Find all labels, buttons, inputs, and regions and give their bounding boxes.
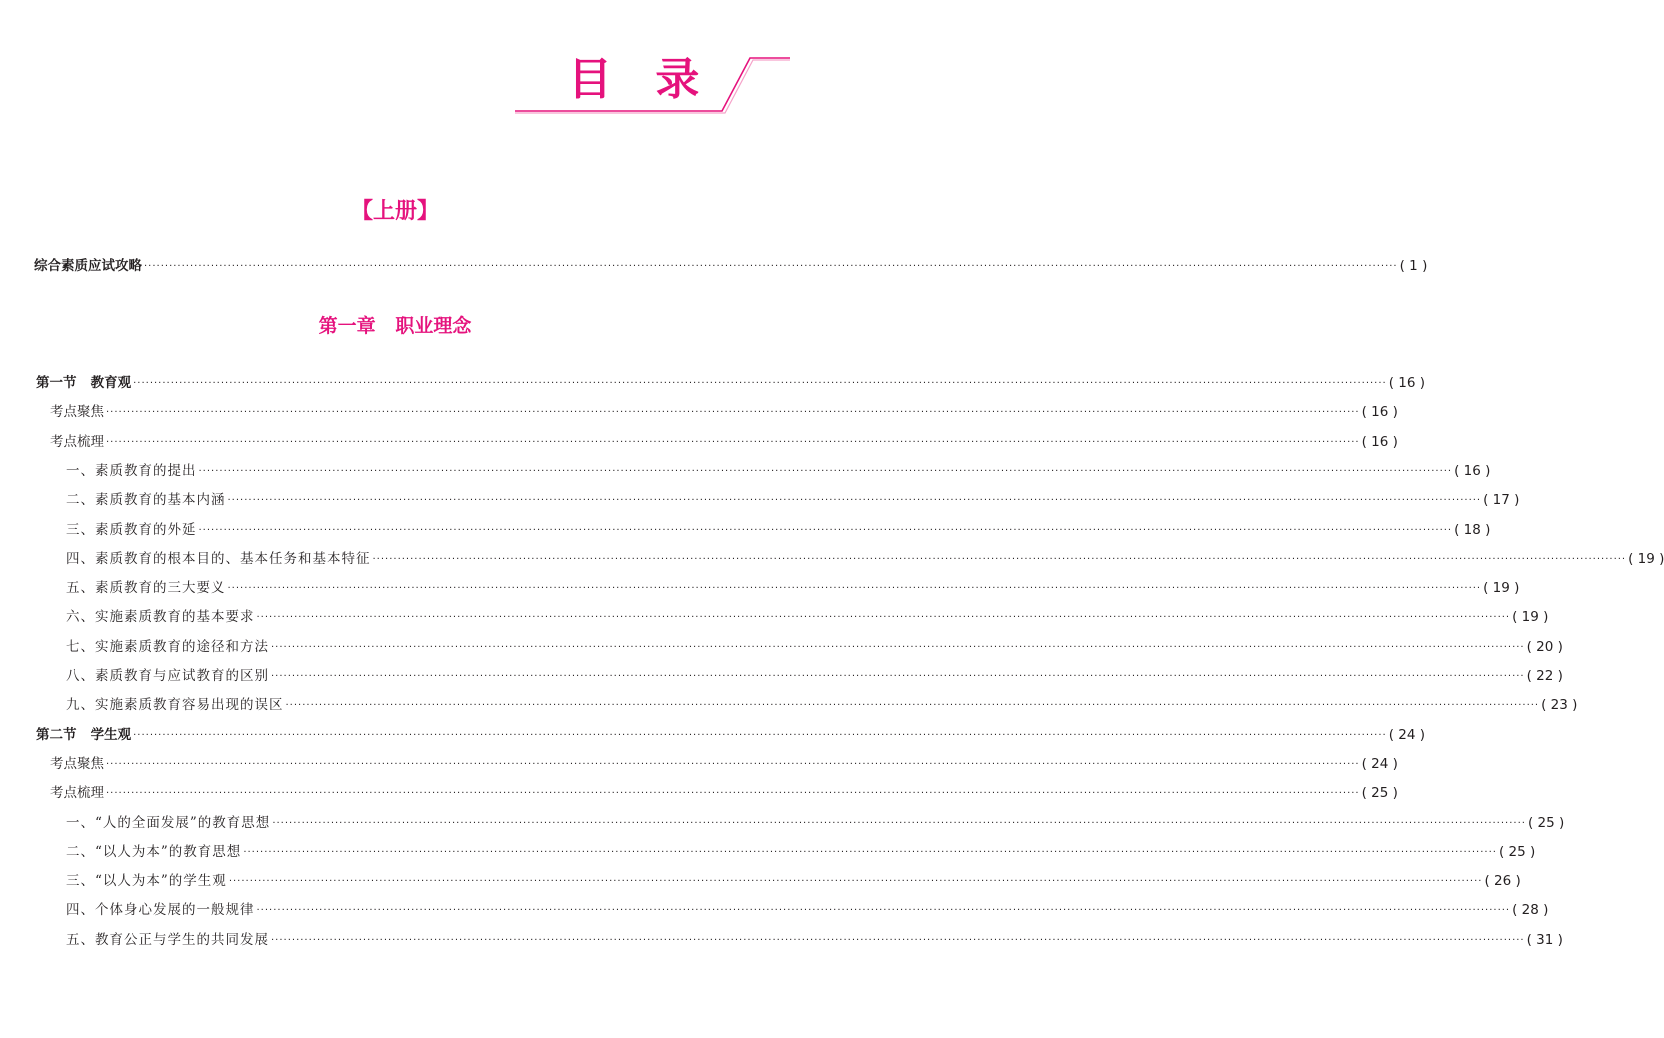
- toc-entry[interactable]: [66, 928, 1563, 950]
- toc-entry-label: 三、素质教育的外延: [66, 521, 197, 538]
- toc-entry-label: 一、“人的全面发展”的教育思想: [66, 814, 271, 831]
- leader-dots: ············································································································································································································································································································: [271, 934, 1525, 946]
- toc-entry-page: ( 16 ): [1361, 404, 1398, 421]
- toc-entry-label: 五、教育公正与学生的共同发展: [66, 931, 269, 948]
- toc-entry-label: 四、个体身心发展的一般规律: [66, 902, 255, 919]
- toc-entry-page: ( 26 ): [1484, 873, 1521, 890]
- toc-entry-label: 二、“以人为本”的教育思想: [66, 843, 242, 860]
- toc-entry-page: ( 25 ): [1527, 814, 1565, 831]
- toc-entry[interactable]: [50, 752, 1398, 774]
- toc-entry-label: 考点梳理: [50, 433, 104, 450]
- toc-entry-label: 八、素质教育与应试教育的区别: [66, 668, 269, 684]
- leader-dots: ············································································································································································································································································································: [271, 641, 1525, 653]
- leader-dots: ············································································································································································································································································································: [372, 553, 1627, 565]
- leader-dots: ············································································································································································································································································································: [133, 378, 1387, 389]
- toc-entry-label: 五、素质教育的三大要义: [66, 580, 226, 597]
- leader-dots: ············································································································································································································································································································: [133, 729, 1387, 741]
- chapter-title: 第一章 职业理念: [318, 315, 472, 337]
- toc-entry-page: ( 19 ): [1483, 580, 1520, 597]
- toc-entry-page: ( 18 ): [1454, 521, 1491, 538]
- toc-entry-label: 七、实施素质教育的途径和方法: [66, 638, 269, 655]
- toc-entry[interactable]: [66, 576, 1520, 598]
- toc-entry-page: ( 23 ): [1541, 697, 1578, 714]
- toc-entry-label: 第二节 学生观: [36, 726, 132, 743]
- toc-entry-page: ( 24 ): [1361, 755, 1398, 772]
- toc-entry-page: ( 22 ): [1526, 668, 1563, 684]
- toc-entry[interactable]: [66, 635, 1563, 657]
- leader-dots: ············································································································································································································································································································: [256, 905, 1511, 917]
- leader-dots: ············································································································································································································································································································: [227, 583, 1482, 595]
- toc-entry-label: 综合素质应试攻略: [34, 258, 142, 274]
- leader-dots: ············································································································································································································································································································: [272, 817, 1526, 829]
- toc-entry[interactable]: [66, 693, 1578, 715]
- toc-entry-page: ( 25 ): [1361, 785, 1398, 802]
- toc-entry-label: 考点聚焦: [50, 755, 104, 772]
- toc-entry[interactable]: [36, 371, 1426, 393]
- toc-entry-label: 一、素质教育的提出: [66, 462, 197, 479]
- toc-entry-label: 三、“以人为本”的学生观: [66, 873, 227, 890]
- toc-entry-page: ( 31 ): [1526, 931, 1563, 948]
- toc-entry-page: ( 16 ): [1454, 462, 1491, 479]
- toc-entry-page: ( 28 ): [1512, 902, 1549, 919]
- toc-entry[interactable]: [66, 811, 1565, 833]
- leader-dots: ············································································································································································································································································································: [285, 700, 1540, 712]
- toc-entry-label: 考点梳理: [50, 785, 104, 802]
- leader-dots: ············································································································································································································································································································: [198, 465, 1453, 477]
- toc-entry-label: 二、素质教育的基本内涵: [66, 492, 226, 509]
- toc-entry[interactable]: [66, 664, 1563, 686]
- toc-entry[interactable]: [50, 400, 1398, 422]
- toc-entry-label: 考点聚焦: [50, 404, 104, 421]
- leader-dots: ············································································································································································································································································································: [106, 436, 1360, 448]
- leader-dots: ············································································································································································································································································································: [144, 261, 1398, 272]
- toc-entry-label: 四、素质教育的根本目的、基本任务和基本特征: [66, 550, 371, 567]
- toc-entry-page: ( 25 ): [1498, 843, 1536, 860]
- toc-entry-label: 六、实施素质教育的基本要求: [66, 609, 255, 626]
- toc-entry-label: 九、实施素质教育容易出现的误区: [66, 697, 284, 714]
- leader-dots: ············································································································································································································································································································: [198, 524, 1453, 536]
- toc-entry-page: ( 19 ): [1512, 609, 1549, 626]
- leader-dots: ············································································································································································································································································································: [228, 876, 1483, 888]
- leader-dots: ············································································································································································································································································································: [256, 612, 1511, 624]
- leader-dots: ············································································································································································································································································································: [227, 495, 1482, 507]
- toc-entry-page: ( 17 ): [1483, 492, 1520, 509]
- toc-entry[interactable]: [50, 430, 1398, 452]
- toc-entry[interactable]: [66, 547, 1664, 569]
- toc-entry[interactable]: [66, 488, 1520, 510]
- toc-entry-page: ( 19 ): [1628, 550, 1664, 567]
- toc-entry[interactable]: [66, 518, 1491, 540]
- toc-entry-intro[interactable]: [34, 254, 1428, 276]
- toc-entry-label: 第一节 教育观: [36, 375, 132, 391]
- toc-entry-page: ( 24 ): [1388, 726, 1426, 743]
- toc-entry[interactable]: [66, 459, 1491, 481]
- toc-entry[interactable]: [66, 605, 1549, 627]
- leader-dots: ············································································································································································································································································································: [106, 758, 1360, 770]
- toc-entry-page: ( 1 ): [1399, 258, 1428, 274]
- toc-entry[interactable]: [66, 898, 1549, 920]
- toc-entry-page: ( 16 ): [1388, 375, 1426, 391]
- toc-entry[interactable]: [50, 781, 1398, 803]
- leader-dots: ············································································································································································································································································································: [271, 671, 1525, 682]
- toc-entry-page: ( 20 ): [1526, 638, 1563, 655]
- leader-dots: ············································································································································································································································································································: [243, 846, 1497, 858]
- toc-entry-page: ( 16 ): [1361, 433, 1398, 450]
- volume-label: 【上册】: [350, 199, 439, 224]
- leader-dots: ············································································································································································································································································································: [106, 788, 1360, 800]
- toc-entry[interactable]: [36, 723, 1426, 745]
- leader-dots: ············································································································································································································································································································: [106, 407, 1360, 419]
- toc-entry[interactable]: [66, 840, 1536, 862]
- toc-entry[interactable]: [66, 869, 1521, 891]
- page-title: 目 录: [568, 54, 714, 105]
